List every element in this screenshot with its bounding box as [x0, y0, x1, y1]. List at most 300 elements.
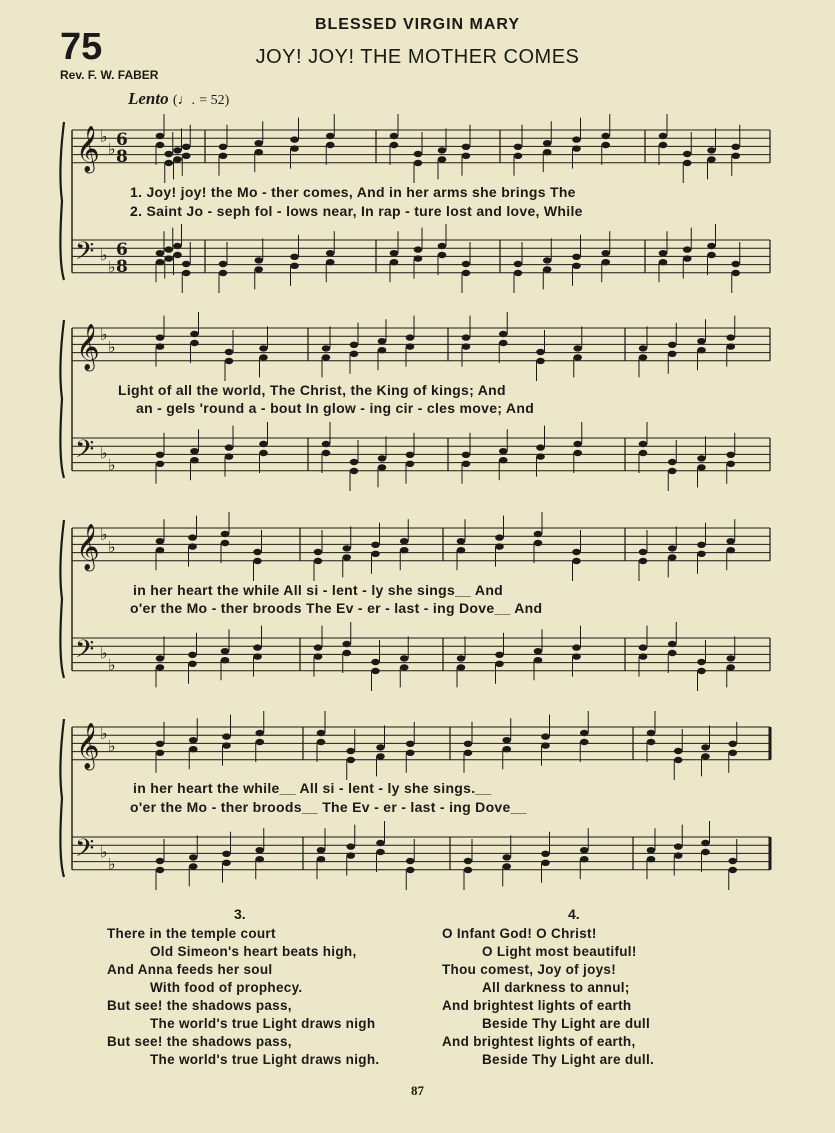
notehead	[255, 847, 264, 853]
notehead	[462, 261, 471, 267]
notehead	[572, 136, 581, 142]
treble-clef-icon: 𝄞	[76, 723, 100, 769]
notehead	[659, 250, 668, 256]
notehead	[601, 259, 610, 265]
flat-icon: ♭	[100, 127, 108, 147]
notehead	[156, 741, 165, 747]
notehead	[534, 648, 543, 654]
notehead	[156, 259, 165, 265]
verse-4-number: 4.	[568, 906, 580, 922]
notehead	[668, 641, 677, 647]
notehead	[541, 860, 550, 866]
flat-icon: ♭	[100, 443, 108, 463]
notehead	[314, 549, 323, 555]
notehead	[322, 450, 331, 456]
notehead	[647, 730, 656, 736]
notehead	[728, 741, 737, 747]
flat-icon: ♭	[100, 842, 108, 862]
notehead	[668, 650, 677, 656]
notehead	[514, 270, 523, 276]
time-signature-bottom: 8	[116, 147, 128, 167]
verse-3-line: The world's true Light draws nigh	[150, 1016, 376, 1031]
notehead	[464, 867, 473, 873]
notehead	[601, 142, 610, 148]
notehead	[350, 468, 359, 474]
flat-icon: ♭	[108, 257, 116, 277]
notehead	[406, 867, 415, 873]
notehead	[668, 351, 677, 357]
notehead	[156, 461, 165, 467]
notehead	[342, 650, 351, 656]
time-signature-top: 6	[116, 130, 128, 150]
notehead	[342, 545, 351, 551]
notehead	[378, 347, 387, 353]
notehead	[534, 657, 543, 663]
notehead	[697, 551, 706, 557]
notehead	[726, 655, 735, 661]
notehead	[683, 160, 692, 166]
notehead	[462, 144, 471, 150]
notehead	[225, 349, 234, 355]
notehead	[390, 142, 399, 148]
system-brace	[60, 122, 64, 280]
lyric-line-s4-v2: o'er the Mo - ther broods__ The Ev - er - last - ing Dove__	[130, 799, 527, 815]
notehead	[414, 255, 423, 261]
notehead	[156, 867, 165, 873]
notehead	[326, 259, 335, 265]
notehead	[290, 254, 299, 260]
notehead	[726, 334, 735, 340]
notehead	[173, 156, 182, 162]
notehead	[376, 840, 385, 846]
notehead	[697, 347, 706, 353]
notehead	[253, 549, 262, 555]
notehead	[536, 358, 545, 364]
notehead	[457, 664, 466, 670]
flat-icon: ♭	[108, 537, 116, 557]
notehead	[659, 259, 668, 265]
notehead	[726, 664, 735, 670]
tempo-word: Lento	[128, 89, 169, 108]
notehead	[390, 133, 399, 139]
notehead	[390, 250, 399, 256]
treble-clef-icon: 𝄞	[76, 524, 100, 570]
notehead	[639, 441, 648, 447]
notehead	[221, 531, 230, 537]
system-brace	[60, 320, 64, 478]
notehead	[317, 730, 326, 736]
lyric-line-s4-v1: in her heart the while__ All si - lent - ly she sings.__	[133, 780, 492, 796]
notehead	[189, 863, 198, 869]
notehead	[683, 246, 692, 252]
notehead	[222, 742, 231, 748]
flat-icon: ♭	[100, 643, 108, 663]
notehead	[543, 149, 552, 155]
notehead	[572, 549, 581, 555]
notehead	[225, 453, 234, 459]
notehead	[728, 858, 737, 864]
verse-3-line: Old Simeon's heart beats high,	[150, 944, 357, 959]
notehead	[290, 136, 299, 142]
notehead	[346, 852, 355, 858]
bass-clef-icon: 𝄢	[75, 834, 95, 869]
notehead	[156, 343, 165, 349]
verse-4-line: Beside Thy Light are dull	[482, 1016, 651, 1031]
notehead	[580, 739, 589, 745]
verse-4-line: Beside Thy Light are dull.	[482, 1052, 655, 1067]
notehead	[731, 144, 740, 150]
flat-icon: ♭	[108, 655, 116, 675]
notehead	[728, 867, 737, 873]
notehead	[659, 133, 668, 139]
notehead	[639, 354, 648, 360]
notehead	[541, 742, 550, 748]
verse-4-line: O Infant God! O Christ!	[442, 926, 597, 941]
notehead	[190, 457, 199, 463]
flat-icon: ♭	[100, 724, 108, 744]
notehead	[683, 255, 692, 261]
notehead	[406, 858, 415, 864]
notehead	[534, 540, 543, 546]
page-number: 87	[411, 1083, 424, 1098]
notehead	[346, 748, 355, 754]
notehead	[371, 542, 380, 548]
notehead	[406, 461, 415, 467]
notehead	[317, 739, 326, 745]
notehead	[701, 753, 710, 759]
notehead	[726, 452, 735, 458]
notehead	[601, 133, 610, 139]
notehead	[259, 354, 268, 360]
notehead	[573, 450, 582, 456]
notehead	[514, 261, 523, 267]
notehead	[701, 840, 710, 846]
time-signature-bottom: 8	[116, 257, 128, 277]
notehead	[156, 858, 165, 864]
notehead	[400, 664, 409, 670]
notehead	[376, 753, 385, 759]
notehead	[188, 543, 197, 549]
notehead	[326, 133, 335, 139]
notehead	[254, 266, 263, 272]
notehead	[543, 266, 552, 272]
metronome-open: (	[172, 93, 178, 108]
notehead	[190, 331, 199, 337]
bass-clef-icon: 𝄢	[75, 435, 95, 470]
notehead	[731, 153, 740, 159]
notehead	[314, 644, 323, 650]
notehead	[156, 334, 165, 340]
notehead	[371, 659, 380, 665]
notehead	[290, 263, 299, 269]
notehead	[707, 147, 716, 153]
notehead	[376, 849, 385, 855]
verse-4-line: And brightest lights of earth,	[442, 1034, 636, 1049]
notehead	[406, 741, 415, 747]
verse-4-line: All darkness to annul;	[482, 980, 630, 995]
notehead	[536, 444, 545, 450]
notehead	[414, 160, 423, 166]
notehead	[639, 450, 648, 456]
notehead	[697, 455, 706, 461]
notehead	[707, 156, 716, 162]
notehead	[639, 549, 648, 555]
notehead	[322, 345, 331, 351]
notehead	[219, 261, 228, 267]
flat-icon: ♭	[108, 337, 116, 357]
notehead	[464, 858, 473, 864]
notehead	[390, 259, 399, 265]
notehead	[438, 156, 447, 162]
notehead	[639, 653, 648, 659]
notehead	[701, 744, 710, 750]
notehead	[668, 342, 677, 348]
notehead	[350, 459, 359, 465]
notehead	[182, 144, 191, 150]
lyric-line-s3-v2: o'er the Mo - ther broods The Ev - er - last - ing Dove__ And	[130, 600, 543, 616]
notehead	[683, 151, 692, 157]
system-brace	[60, 520, 64, 678]
notehead	[580, 856, 589, 862]
notehead	[350, 342, 359, 348]
verse-3-line: But see! the shadows pass,	[107, 998, 292, 1013]
notehead	[414, 246, 423, 252]
notehead	[572, 644, 581, 650]
notehead	[462, 270, 471, 276]
flat-icon: ♭	[108, 854, 116, 874]
notehead	[406, 750, 415, 756]
notehead	[502, 854, 511, 860]
notehead	[326, 250, 335, 256]
notehead	[697, 659, 706, 665]
notehead	[254, 140, 263, 146]
flat-icon: ♭	[100, 325, 108, 345]
notehead	[514, 153, 523, 159]
notehead	[674, 852, 683, 858]
time-signature-top: 6	[116, 240, 128, 260]
notehead	[406, 343, 415, 349]
verse-4-line: Thou comest, Joy of joys!	[442, 962, 617, 977]
lyric-line-s1-v1: 1. Joy! joy! the Mo - ther comes, And in her arms she brings The	[130, 184, 576, 200]
notehead	[668, 545, 677, 551]
notehead	[156, 142, 165, 148]
notehead	[188, 652, 197, 658]
notehead	[697, 464, 706, 470]
section-heading: BLESSED VIRGIN MARY	[314, 16, 521, 33]
lyric-line-s1-v2: 2. Saint Jo - seph fol - lows near, In rap - ture lost and love, While	[130, 203, 583, 219]
notehead	[639, 644, 648, 650]
notehead	[371, 668, 380, 674]
notehead	[255, 730, 264, 736]
notehead	[536, 453, 545, 459]
notehead	[543, 140, 552, 146]
notehead	[668, 459, 677, 465]
notehead	[322, 441, 331, 447]
notehead	[674, 748, 683, 754]
notehead	[225, 358, 234, 364]
notehead	[190, 448, 199, 454]
notehead	[259, 345, 268, 351]
notehead	[580, 847, 589, 853]
notehead	[400, 547, 409, 553]
notehead	[647, 856, 656, 862]
notehead	[188, 661, 197, 667]
notehead	[164, 255, 173, 261]
notehead	[317, 856, 326, 862]
notehead	[639, 345, 648, 351]
notehead	[731, 270, 740, 276]
bass-clef-icon: 𝄢	[75, 635, 95, 670]
notehead	[502, 863, 511, 869]
flat-icon: ♭	[108, 455, 116, 475]
notehead	[674, 757, 683, 763]
notehead	[182, 153, 191, 159]
notehead	[697, 668, 706, 674]
notehead	[572, 145, 581, 151]
notehead	[639, 558, 648, 564]
notehead	[406, 452, 415, 458]
notehead	[726, 461, 735, 467]
notehead	[572, 558, 581, 564]
notehead	[378, 464, 387, 470]
notehead	[173, 147, 182, 153]
verse-4-line: O Light most beautiful!	[482, 944, 637, 959]
notehead	[371, 551, 380, 557]
notehead	[572, 653, 581, 659]
notehead	[314, 558, 323, 564]
notehead	[499, 331, 508, 337]
notehead	[499, 448, 508, 454]
notehead	[221, 657, 230, 663]
notehead	[219, 153, 228, 159]
hymn-number: 75	[60, 26, 103, 68]
notehead	[438, 147, 447, 153]
lyric-line-s2-v2: an - gels 'round a - bout In glow - ing cir - cles move; And	[136, 400, 535, 416]
notehead	[502, 737, 511, 743]
notehead	[726, 538, 735, 544]
verse-3-line: With food of prophecy.	[150, 980, 303, 995]
notehead	[314, 653, 323, 659]
notehead	[400, 538, 409, 544]
lyric-line-s2-v1: Light of all the world, The Christ, the King of kings; And	[118, 382, 506, 398]
notehead	[378, 455, 387, 461]
notehead	[536, 349, 545, 355]
notehead	[189, 737, 198, 743]
notehead	[707, 243, 716, 249]
notehead	[462, 334, 471, 340]
notehead	[580, 730, 589, 736]
notehead	[668, 468, 677, 474]
notehead	[601, 250, 610, 256]
notehead	[502, 746, 511, 752]
notehead	[499, 457, 508, 463]
notehead	[156, 452, 165, 458]
notehead	[222, 733, 231, 739]
system-brace	[60, 719, 64, 877]
notehead	[400, 655, 409, 661]
notehead	[253, 653, 262, 659]
notehead	[378, 338, 387, 344]
notehead	[495, 652, 504, 658]
notehead	[322, 354, 331, 360]
notehead	[462, 153, 471, 159]
notehead	[182, 270, 191, 276]
notehead	[254, 257, 263, 263]
notehead	[707, 252, 716, 258]
notehead	[726, 343, 735, 349]
notehead	[225, 444, 234, 450]
notehead	[259, 450, 268, 456]
notehead	[495, 534, 504, 540]
verse-3-line: But see! the shadows pass,	[107, 1034, 292, 1049]
notehead	[406, 334, 415, 340]
notehead	[317, 847, 326, 853]
notehead	[164, 151, 173, 157]
notehead	[254, 149, 263, 155]
notehead	[326, 142, 335, 148]
notehead	[156, 250, 165, 256]
notehead	[462, 452, 471, 458]
notehead	[514, 144, 523, 150]
notehead	[164, 160, 173, 166]
notehead	[173, 252, 182, 258]
notehead	[346, 843, 355, 849]
notehead	[495, 543, 504, 549]
notehead	[188, 534, 197, 540]
notehead	[728, 750, 737, 756]
verse-3-line: The world's true Light draws nigh.	[150, 1052, 380, 1067]
notehead	[697, 338, 706, 344]
notehead	[222, 860, 231, 866]
notehead	[156, 655, 165, 661]
flat-icon: ♭	[100, 245, 108, 265]
notehead	[342, 554, 351, 560]
author-credit: Rev. F. W. FABER	[60, 68, 159, 82]
notehead	[462, 461, 471, 467]
verse-4-line: And brightest lights of earth	[442, 998, 632, 1013]
treble-clef-icon: 𝄞	[76, 126, 100, 172]
metronome-mark: = 52)	[199, 93, 230, 108]
notehead	[219, 144, 228, 150]
notehead	[255, 856, 264, 862]
notehead	[572, 254, 581, 260]
notehead	[221, 648, 230, 654]
notehead	[350, 351, 359, 357]
notehead	[219, 270, 228, 276]
notehead	[668, 554, 677, 560]
notehead	[697, 542, 706, 548]
bass-clef-icon: 𝄢	[75, 237, 95, 272]
lyric-line-s3-v1: in her heart the while All si - lent - ly she sings__ And	[133, 582, 504, 598]
notehead	[346, 757, 355, 763]
notehead	[376, 744, 385, 750]
verse-3-line: And Anna feeds her soul	[107, 962, 273, 977]
notehead	[457, 655, 466, 661]
notehead	[222, 851, 231, 857]
notehead	[495, 661, 504, 667]
notehead	[457, 547, 466, 553]
verse-3-number: 3.	[234, 906, 246, 922]
notehead	[189, 854, 198, 860]
notehead	[534, 531, 543, 537]
notehead	[462, 343, 471, 349]
flat-icon: ♭	[108, 139, 116, 159]
notehead	[499, 340, 508, 346]
notehead	[573, 354, 582, 360]
flat-icon: ♭	[108, 736, 116, 756]
notehead	[726, 547, 735, 553]
notehead	[414, 151, 423, 157]
